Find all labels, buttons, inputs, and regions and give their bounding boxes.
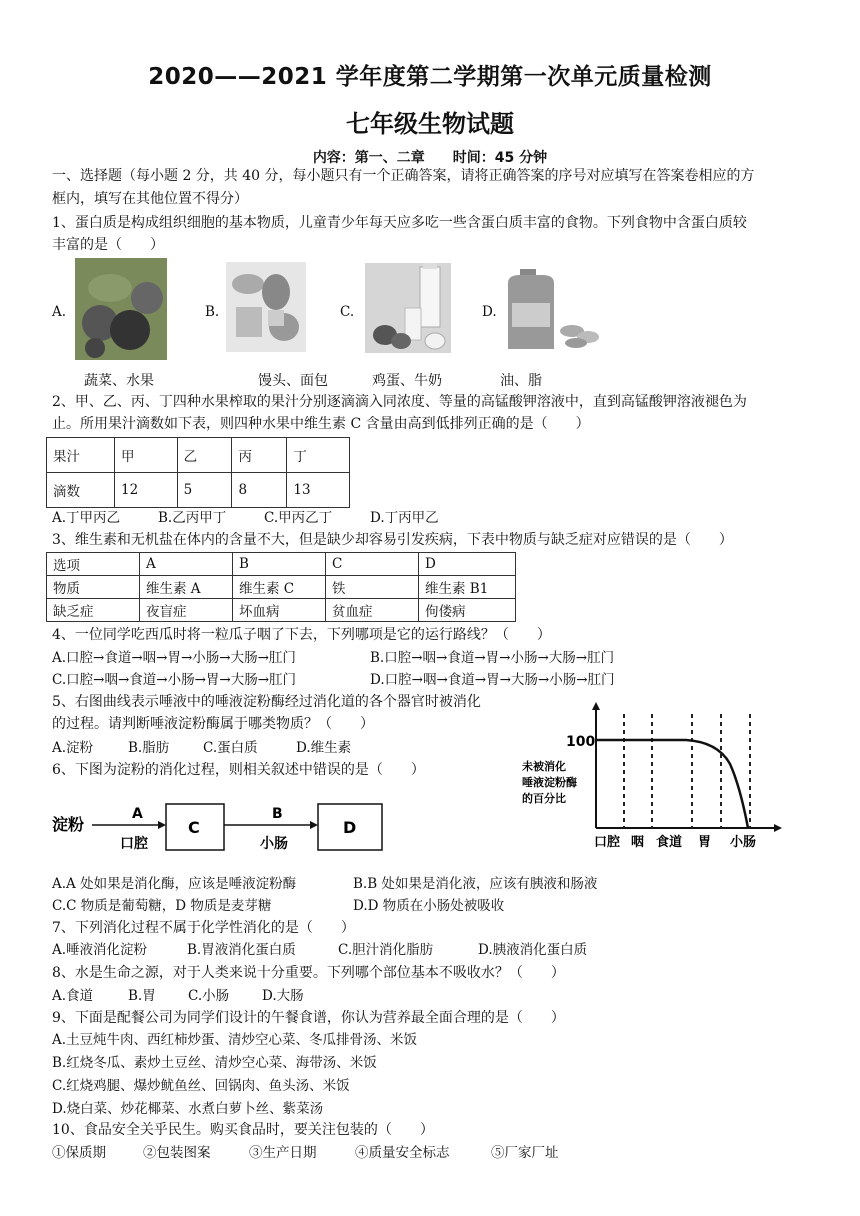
q6-option-c: C.C 物质是葡萄糖，D 物质是麦芽糖: [52, 898, 272, 914]
q1-option-d-caption: 油、脂: [500, 373, 542, 389]
q6-option-a: A.A 处如果是消化酶，应该是唾液淀粉酶: [52, 876, 297, 892]
q1-option-c-letter: C.: [340, 304, 355, 320]
graph-y-label-line1: 未被消化: [522, 760, 566, 773]
q4-option-a: A.口腔→食道→咽→胃→小肠→大肠→肛门: [52, 650, 296, 666]
q4-option-b: B.口腔→咽→食道→胃→小肠→大肠→肛门: [370, 650, 615, 666]
graph-x-label-small-intestine: 小肠: [730, 835, 757, 850]
flow-label-small-intestine: 小肠: [260, 836, 288, 852]
table-cell: 乙: [177, 438, 232, 473]
q8-option-b: B.胃: [128, 988, 156, 1004]
q2-stem-line1: 2、甲、乙、丙、丁四种水果榨取的果汁分别逐滴滴入同浓度、等量的高锰酸钾溶液中，直到高锰酸钾溶液褪色为: [52, 394, 747, 410]
q2-option-d: D.丁丙甲乙: [370, 510, 439, 526]
oil-fat-image: [502, 265, 600, 355]
q1-stem-line2: 丰富的是（ ）: [52, 237, 164, 253]
q1-option-a-letter: A.: [52, 304, 67, 320]
section-instructions-line2: 框内，填写在其他位置不得分）: [52, 191, 248, 207]
table-cell: 铁: [326, 576, 419, 599]
arrow-right-icon: [310, 821, 318, 829]
q4-option-c: C.口腔→咽→食道→小肠→胃→大肠→肛门: [52, 672, 297, 688]
flow-label-b: B: [272, 806, 283, 822]
table-cell: 滴数: [47, 473, 115, 508]
q4-stem: 4、一位同学吃西瓜时将一粒瓜子咽了下去，下列哪项是它的运行路线？（ ）: [52, 627, 551, 643]
q5-option-b: B.脂肪: [128, 740, 170, 756]
table-cell: 选项: [47, 553, 140, 576]
table-cell: 果汁: [47, 438, 115, 473]
q5-stem-line2: 的过程。请判断唾液淀粉酶属于哪类物质？（ ）: [52, 716, 374, 732]
table-cell: 缺乏症: [47, 599, 140, 622]
q2-option-b: B.乙丙甲丁: [158, 510, 227, 526]
q7-option-a: A.唾液消化淀粉: [52, 942, 148, 958]
table-cell: 佝偻病: [419, 599, 516, 622]
q9-stem: 9、下面是配餐公司为同学们设计的午餐食谱，你认为营养最全面合理的是（ ）: [52, 1010, 565, 1026]
q10-item-4: ④质量安全标志: [355, 1145, 450, 1161]
table-cell: A: [140, 553, 233, 576]
q1-stem-line1: 1、蛋白质是构成组织细胞的基本物质，儿童青少年每天应多吃一些含蛋白质丰富的食物。下列食物中含蛋白质较: [52, 215, 747, 231]
table-cell: 贫血症: [326, 599, 419, 622]
q10-item-3: ③生产日期: [249, 1145, 317, 1161]
graph-x-label-mouth: 口腔: [594, 835, 621, 850]
q5-option-d: D.维生素: [296, 740, 352, 756]
table-cell: 丙: [232, 438, 287, 473]
table-cell: 13: [287, 473, 350, 508]
x-axis-arrow-icon: [774, 824, 782, 832]
q5-digestion-graph: [518, 700, 788, 850]
graph-y-tick-100: 100: [566, 734, 596, 750]
q9-option-a: A.土豆炖牛肉、西红柿炒蛋、清炒空心菜、冬瓜排骨汤、米饭: [52, 1032, 418, 1048]
y-axis-arrow-icon: [592, 702, 600, 710]
flow-box-c-label: C: [188, 818, 200, 837]
table-row: [47, 553, 516, 576]
graph-y-label-line3: 的百分比: [522, 792, 566, 805]
q7-option-b: B.胃液消化蛋白质: [187, 942, 296, 958]
table-cell: 维生素 A: [140, 576, 233, 599]
q9-option-d: D.烧白菜、炒花椰菜、水煮白萝卜丝、紫菜汤: [52, 1101, 324, 1117]
q6-stem: 6、下图为淀粉的消化过程，则相关叙述中错误的是（ ）: [52, 762, 425, 778]
q6-starch-digestion-flow: [52, 796, 422, 860]
q8-stem: 8、水是生命之源，对于人类来说十分重要。下列哪个部位基本不吸收水？（ ）: [52, 965, 565, 981]
graph-x-label-pharynx: 咽: [631, 835, 645, 850]
table-cell: B: [233, 553, 326, 576]
graph-curve: [596, 740, 748, 828]
table-row: [47, 576, 516, 599]
q2-option-c: C.甲丙乙丁: [264, 510, 333, 526]
table-cell: 12: [115, 473, 178, 508]
q1-option-b-letter: B.: [205, 304, 220, 320]
flow-label-mouth: 口腔: [120, 836, 148, 852]
table-cell: 夜盲症: [140, 599, 233, 622]
table-row: [47, 599, 516, 622]
q5-option-c: C.蛋白质: [203, 740, 258, 756]
graph-organ-divider-lines: [624, 714, 750, 828]
q7-option-d: D.胰液消化蛋白质: [478, 942, 588, 958]
q6-option-b: B.B 处如果是消化液，应该有胰液和肠液: [353, 876, 598, 892]
table-cell: 维生素 C: [233, 576, 326, 599]
q2-table: [46, 437, 350, 508]
q10-item-2: ②包装图案: [143, 1145, 211, 1161]
table-cell: 5: [177, 473, 232, 508]
q6-option-d: D.D 物质在小肠处被吸收: [353, 898, 505, 914]
bread-image: [226, 262, 306, 352]
table-cell: C: [326, 553, 419, 576]
table-cell: 甲: [115, 438, 178, 473]
table-cell: 丁: [287, 438, 350, 473]
q10-item-5: ⑤厂家厂址: [491, 1145, 559, 1161]
flow-box-d-label: D: [343, 818, 357, 837]
exam-subtitle: 七年级生物试题: [346, 110, 514, 138]
q10-item-1: ①保质期: [52, 1145, 106, 1161]
q2-option-a: A.丁甲丙乙: [52, 510, 121, 526]
q8-option-a: A.食道: [52, 988, 94, 1004]
q7-option-c: C.胆汁消化脂肪: [338, 942, 434, 958]
q4-option-d: D.口腔→咽→食道→胃→大肠→小肠→肛门: [370, 672, 615, 688]
flow-start-starch: 淀粉: [52, 815, 85, 834]
graph-x-label-stomach: 胃: [698, 835, 712, 850]
graph-y-label-line2: 唾液淀粉酶: [522, 776, 577, 789]
q1-option-d-letter: D.: [482, 304, 497, 320]
q5-option-a: A.淀粉: [52, 740, 94, 756]
table-cell: 坏血病: [233, 599, 326, 622]
exam-title: 2020——2021 学年度第二学期第一次单元质量检测: [148, 64, 712, 90]
table-cell: 8: [232, 473, 287, 508]
table-cell: D: [419, 553, 516, 576]
graph-x-label-esophagus: 食道: [656, 835, 683, 850]
q2-table-row: [47, 473, 350, 508]
exam-meta: 内容：第一、二章 时间：45 分钟: [312, 150, 548, 166]
section-instructions-line1: 一、选择题（每小题 2 分，共 40 分，每小题只有一个正确答案，请将正确答案的序号对应填写在答案卷相应的方: [52, 168, 755, 184]
q7-stem: 7、下列消化过程不属于化学性消化的是（ ）: [52, 920, 355, 936]
q1-option-c-caption: 鸡蛋、牛奶: [372, 373, 442, 389]
q2-stem-line2: 止。所用果汁滴数如下表，则四种水果中维生素 C 含量由高到低排列正确的是（ ）: [52, 416, 590, 432]
table-cell: 维生素 B1: [419, 576, 516, 599]
q9-option-b: B.红烧冬瓜、素炒土豆丝、清炒空心菜、海带汤、米饭: [52, 1055, 377, 1071]
q8-option-c: C.小肠: [188, 988, 230, 1004]
q3-table: [46, 552, 516, 622]
vegetables-fruit-image: [75, 258, 167, 360]
arrow-right-icon: [158, 821, 166, 829]
q5-stem-line1: 5、右图曲线表示唾液中的唾液淀粉酶经过消化道的各个器官时被消化: [52, 694, 481, 710]
q10-stem: 10、食品安全关乎民生。购买食品时，要关注包装的（ ）: [52, 1122, 434, 1138]
q2-table-header-row: [47, 438, 350, 473]
table-cell: 物质: [47, 576, 140, 599]
q1-option-b-caption: 馒头、面包: [258, 373, 328, 389]
q3-stem: 3、维生素和无机盐在体内的含量不大，但是缺少却容易引发疾病，下表中物质与缺乏症对应错误的是（ ）: [52, 532, 733, 548]
q9-option-c: C.红烧鸡腿、爆炒鱿鱼丝、回锅肉、鱼头汤、米饭: [52, 1078, 350, 1094]
flow-label-a: A: [132, 806, 143, 822]
q1-option-a-caption: 蔬菜、水果: [84, 373, 154, 389]
egg-milk-image: [365, 263, 451, 353]
q8-option-d: D.大肠: [262, 988, 304, 1004]
